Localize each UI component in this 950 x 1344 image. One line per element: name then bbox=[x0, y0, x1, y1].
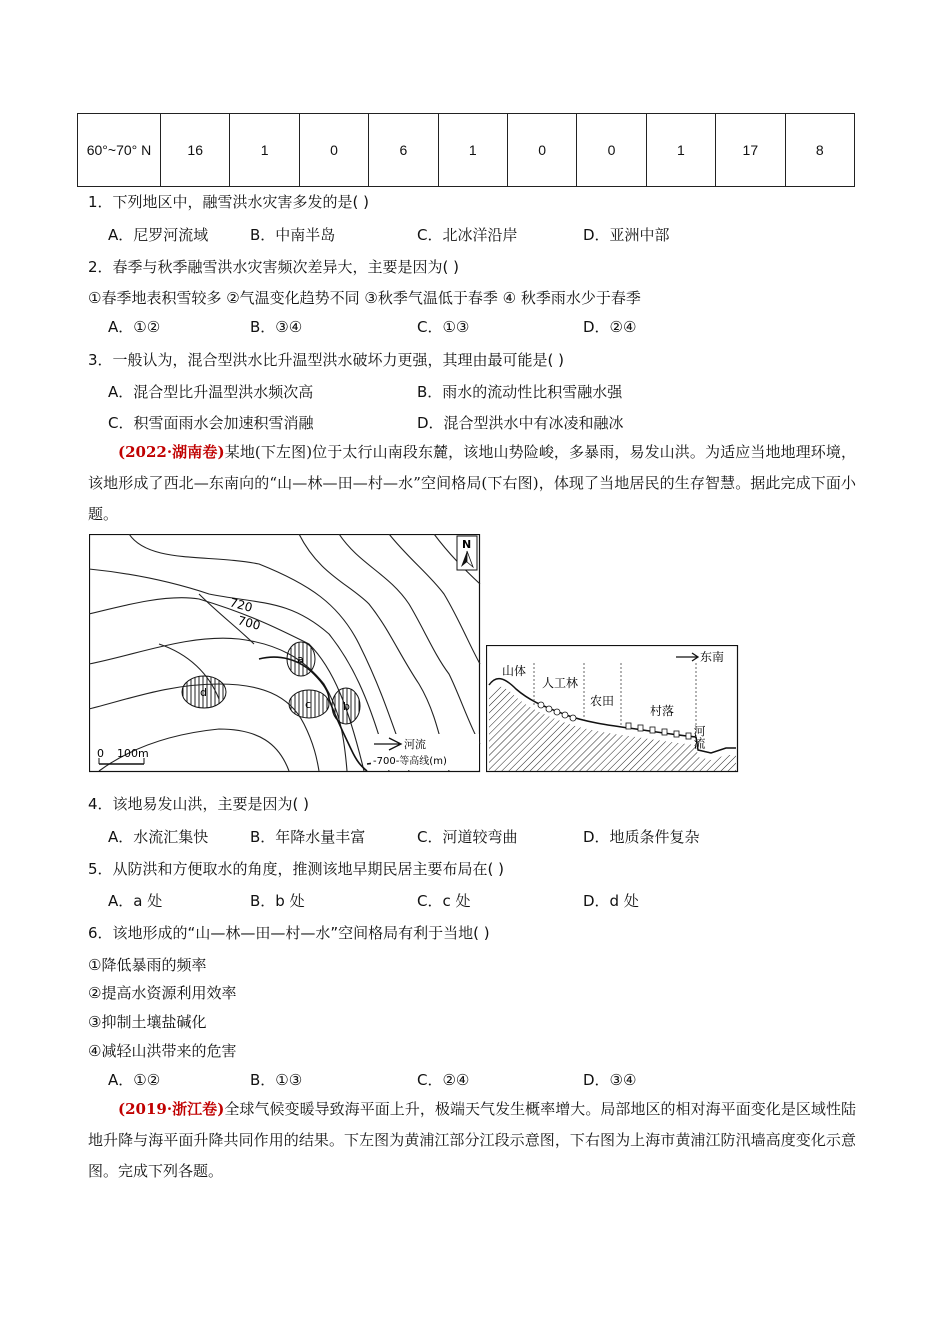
q4-option-b[interactable]: B．年降水量丰富 bbox=[250, 828, 366, 846]
q3-option-b[interactable]: B．雨水的流动性比积雪融水强 bbox=[417, 383, 623, 401]
q4-option-c[interactable]: C．河道较弯曲 bbox=[417, 828, 518, 846]
label-forest: 人工林 bbox=[542, 676, 579, 690]
house-icon bbox=[638, 725, 643, 731]
scale-zero: 0 bbox=[97, 747, 104, 760]
table-cell: 16 bbox=[161, 114, 230, 187]
q4-option-d[interactable]: D．地质条件复杂 bbox=[583, 828, 700, 846]
question-3-stem: 3．一般认为，混合型洪水比升温型洪水破坏力更强，其理由最可能是( ) bbox=[88, 351, 565, 369]
table-cell: 0 bbox=[299, 114, 368, 187]
question-1-stem: 1．下列地区中，融雪洪水灾害多发的是( ) bbox=[88, 193, 370, 211]
q6-item-1: ①降低暴雨的频率 bbox=[88, 956, 207, 974]
table-cell: 1 bbox=[646, 114, 715, 187]
q1-option-b[interactable]: B．中南半岛 bbox=[250, 226, 336, 244]
direction-label: 东南 bbox=[700, 650, 725, 664]
passage-2022 bbox=[88, 437, 856, 530]
label-farmland: 农田 bbox=[590, 694, 615, 708]
data-table bbox=[77, 113, 855, 187]
north-label: N bbox=[462, 538, 472, 551]
q2-option-a[interactable]: A．①② bbox=[108, 318, 161, 336]
q5-option-d[interactable]: D．d 处 bbox=[583, 892, 639, 910]
table-cell: 1 bbox=[230, 114, 299, 187]
tree-icon bbox=[538, 702, 544, 708]
source-label: (2022·湖南卷) bbox=[118, 443, 225, 461]
q6-item-2: ②提高水资源利用效率 bbox=[88, 984, 237, 1002]
house-icon bbox=[650, 727, 655, 733]
table-row bbox=[78, 114, 855, 187]
table-cell: 1 bbox=[438, 114, 507, 187]
table-cell: 0 bbox=[577, 114, 646, 187]
tree-icon bbox=[570, 715, 576, 721]
question-2-stem: 2．春季与秋季融雪洪水灾害频次差异大，主要是因为( ) bbox=[88, 258, 460, 276]
contour-label-700: 700 bbox=[236, 613, 262, 633]
q3-option-d[interactable]: D．混合型洪水中有冰凌和融冰 bbox=[417, 414, 624, 432]
contour-label-720: 720 bbox=[228, 595, 254, 615]
house-icon bbox=[686, 733, 691, 739]
q5-option-b[interactable]: B．b 处 bbox=[250, 892, 305, 910]
question-4-stem: 4．该地易发山洪，主要是因为( ) bbox=[88, 795, 310, 813]
table-cell: 60°~70° N bbox=[78, 114, 161, 187]
table-cell: 6 bbox=[369, 114, 438, 187]
q1-option-c[interactable]: C．北冰洋沿岸 bbox=[417, 226, 518, 244]
q6-option-c[interactable]: C．②④ bbox=[417, 1071, 470, 1089]
q6-item-3: ③抑制土壤盐碱化 bbox=[88, 1013, 207, 1031]
label-river: 河流 bbox=[692, 725, 706, 749]
label-b: b bbox=[343, 700, 350, 713]
q1-option-d[interactable]: D．亚洲中部 bbox=[583, 226, 670, 244]
question-6-stem: 6．该地形成的“山—林—田—村—水”空间格局有利于当地( ) bbox=[88, 924, 490, 942]
legend-river: 河流 bbox=[404, 738, 426, 751]
tree-icon bbox=[554, 709, 560, 715]
tree-icon bbox=[562, 712, 568, 718]
q5-option-c[interactable]: C．c 处 bbox=[417, 892, 471, 910]
contour-map bbox=[89, 534, 481, 773]
q6-option-b[interactable]: B．①③ bbox=[250, 1071, 303, 1089]
table-cell: 8 bbox=[785, 114, 854, 187]
table-cell: 0 bbox=[507, 114, 576, 187]
profile-diagram bbox=[486, 645, 739, 773]
label-c: c bbox=[305, 698, 312, 711]
house-icon bbox=[662, 729, 667, 735]
q6-option-d[interactable]: D．③④ bbox=[583, 1071, 637, 1089]
q1-option-a[interactable]: A．尼罗河流域 bbox=[108, 226, 209, 244]
q3-option-c[interactable]: C．积雪面雨水会加速积雪消融 bbox=[108, 414, 314, 432]
table-cell: 17 bbox=[716, 114, 785, 187]
q2-option-c[interactable]: C．①③ bbox=[417, 318, 470, 336]
scale-100m: 100m bbox=[117, 747, 149, 760]
q2-option-b[interactable]: B．③④ bbox=[250, 318, 303, 336]
label-mountain: 山体 bbox=[502, 664, 527, 678]
q3-option-a[interactable]: A．混合型比升温型洪水频次高 bbox=[108, 383, 314, 401]
passage-2019 bbox=[88, 1094, 856, 1187]
q2-option-d[interactable]: D．②④ bbox=[583, 318, 637, 336]
label-a: a bbox=[297, 653, 304, 666]
passage-text: 全球气候变暖导致海平面上升，极端天气发生概率增大。局部地区的相对海平面变化是区域性陆地升降与海平面升降共同作用的结果。下左图为黄浦江部分江段示意图，下右图为上海市黄浦江防汛墙高度变化示意图。完成下列各题。 bbox=[88, 1100, 856, 1180]
q5-option-a[interactable]: A．a 处 bbox=[108, 892, 163, 910]
legend-contour: -700-等高线(m) bbox=[373, 756, 447, 767]
question-2-items: ①春季地表积雪较多 ②气温变化趋势不同 ③秋季气温低于春季 ④ 秋季雨水少于春季 bbox=[88, 289, 641, 307]
house-icon bbox=[626, 723, 631, 729]
label-village: 村落 bbox=[650, 704, 675, 718]
q6-option-a[interactable]: A．①② bbox=[108, 1071, 161, 1089]
q4-option-a[interactable]: A．水流汇集快 bbox=[108, 828, 209, 846]
q6-item-4: ④减轻山洪带来的危害 bbox=[88, 1042, 237, 1060]
source-label: (2019·浙江卷) bbox=[118, 1100, 225, 1118]
tree-icon bbox=[546, 706, 552, 712]
label-d: d bbox=[200, 686, 207, 699]
passage-text: 某地(下左图)位于太行山南段东麓，该地山势险峻，多暴雨，易发山洪。为适应当地地理环境，该地形成了西北—东南向的“山—林—田—村—水”空间格局(下右图)，体现了当地居民的生存智慧。据此完成下面小题。 bbox=[88, 443, 856, 523]
house-icon bbox=[674, 731, 679, 737]
question-5-stem: 5．从防洪和方便取水的角度，推测该地早期民居主要布局在( ) bbox=[88, 860, 505, 878]
